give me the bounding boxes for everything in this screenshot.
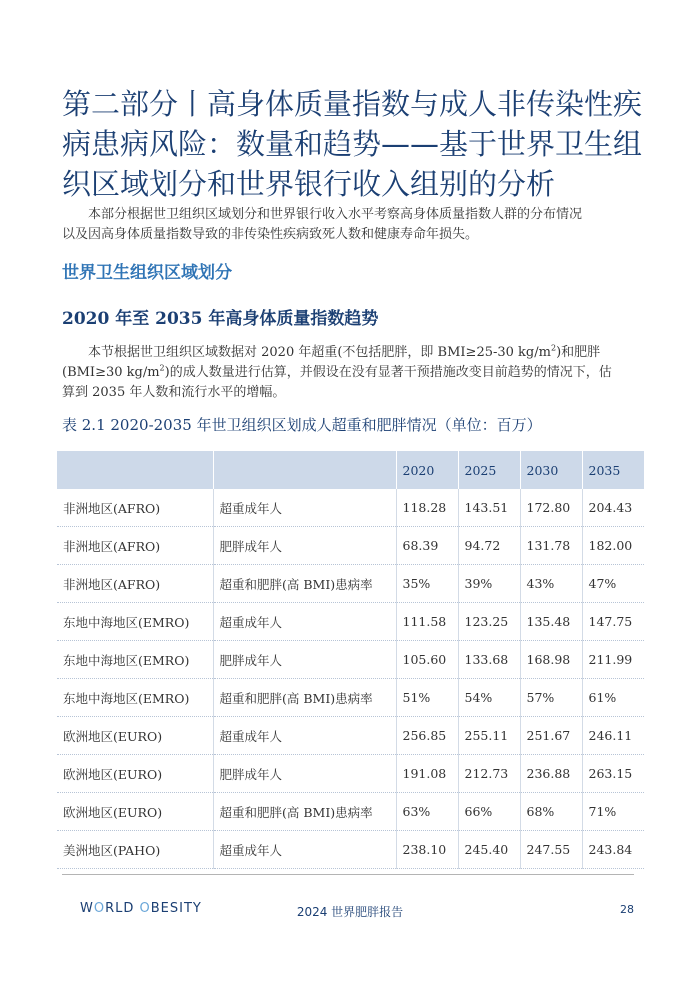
section-paragraph [62,343,642,403]
value-cell: 191.08 [396,755,458,793]
indicator-cell: 肥胖成年人 [213,641,396,679]
section-heading-who-regions: 世界卫生组织区域划分 [62,263,232,283]
indicator-cell: 肥胖成年人 [213,755,396,793]
section-line: 算到 2035 年人数和流行水平的增幅。 [62,385,286,400]
value-cell: 263.15 [582,755,644,793]
value-cell: 35% [396,565,458,603]
page-number: 28 [620,903,634,916]
table-row [57,831,644,869]
value-cell: 247.55 [520,831,582,869]
indicator-cell: 超重和肥胖(高 BMI)患病率 [213,793,396,831]
value-cell: 111.58 [396,603,458,641]
value-cell: 236.88 [520,755,582,793]
table-header-cell: 2020 [396,451,458,489]
table-row [57,603,644,641]
value-cell: 68.39 [396,527,458,565]
table-header-cell [213,451,396,489]
region-cell: 非洲地区(AFRO) [57,527,213,565]
obesity-table [57,451,644,869]
value-cell: 245.40 [458,831,520,869]
title-line: 织区域划分和世界银行收入组别的分析 [62,167,556,201]
table-row [57,641,644,679]
table-row [57,717,644,755]
value-cell: 63% [396,793,458,831]
table-row [57,489,644,527]
table-row [57,679,644,717]
section-line: (BMI≥30 $kg/m^2$)的成人数量进行估算，并假设在没有显著干预措施改变目前趋势的情况下，估 [62,363,612,380]
value-cell: 105.60 [396,641,458,679]
value-cell: 118.28 [396,489,458,527]
value-cell: 54% [458,679,520,717]
footer-divider [62,874,634,875]
value-cell: 43% [520,565,582,603]
indicator-cell: 超重成年人 [213,717,396,755]
table-header-row [57,451,644,489]
world-obesity-logo: WORLD OBESITY [80,901,202,916]
table-row [57,527,644,565]
value-cell: 238.10 [396,831,458,869]
value-cell: 71% [582,793,644,831]
indicator-cell: 超重和肥胖(高 BMI)患病率 [213,679,396,717]
value-cell: 68% [520,793,582,831]
subsection-heading-trend: 2020 年至 2035 年高身体质量指数趋势 [62,309,379,329]
value-cell: 133.68 [458,641,520,679]
value-cell: 51% [396,679,458,717]
region-cell: 东地中海地区(EMRO) [57,603,213,641]
value-cell: 147.75 [582,603,644,641]
title-line: 病患病风险：数量和趋势——基于世界卫生组 [62,127,643,161]
section-line: 本节根据世卫组织区域数据对 2020 年超重(不包括肥胖，即 BMI≥25-30 $kg/m^2$)和肥胖 [88,343,601,360]
region-cell: 非洲地区(AFRO) [57,489,213,527]
title-line: 第二部分丨高身体质量指数与成人非传染性疾 [62,87,643,121]
region-cell: 非洲地区(AFRO) [57,565,213,603]
table-header-cell: 2030 [520,451,582,489]
table-row [57,755,644,793]
indicator-cell: 超重成年人 [213,489,396,527]
value-cell: 172.80 [520,489,582,527]
indicator-cell: 超重和肥胖(高 BMI)患病率 [213,565,396,603]
region-cell: 东地中海地区(EMRO) [57,641,213,679]
value-cell: 256.85 [396,717,458,755]
region-cell: 欧洲地区(EURO) [57,793,213,831]
region-cell: 欧洲地区(EURO) [57,755,213,793]
region-cell: 美洲地区(PAHO) [57,831,213,869]
value-cell: 94.72 [458,527,520,565]
table-row [57,793,644,831]
value-cell: 168.98 [520,641,582,679]
value-cell: 182.00 [582,527,644,565]
value-cell: 255.11 [458,717,520,755]
value-cell: 143.51 [458,489,520,527]
intro-line: 以及因高身体质量指数导致的非传染性疾病致死人数和健康寿命年损失。 [62,227,479,242]
indicator-cell: 超重成年人 [213,603,396,641]
table-caption: 表 2.1 2020-2035 年世卫组织区划成人超重和肥胖情况（单位：百万） [62,416,542,434]
value-cell: 212.73 [458,755,520,793]
page-title [62,84,642,204]
table-header-cell: 2025 [458,451,520,489]
table-row [57,565,644,603]
table-body [57,489,644,869]
value-cell: 251.67 [520,717,582,755]
value-cell: 57% [520,679,582,717]
value-cell: 204.43 [582,489,644,527]
intro-paragraph [62,205,642,245]
value-cell: 243.84 [582,831,644,869]
value-cell: 246.11 [582,717,644,755]
value-cell: 47% [582,565,644,603]
table-header-cell [57,451,213,489]
indicator-cell: 超重成年人 [213,831,396,869]
footer-report-title: 2024 世界肥胖报告 [296,905,404,919]
value-cell: 131.78 [520,527,582,565]
table-header-cell: 2035 [582,451,644,489]
region-cell: 东地中海地区(EMRO) [57,679,213,717]
value-cell: 123.25 [458,603,520,641]
indicator-cell: 肥胖成年人 [213,527,396,565]
value-cell: 211.99 [582,641,644,679]
value-cell: 39% [458,565,520,603]
value-cell: 66% [458,793,520,831]
intro-line: 本部分根据世卫组织区域划分和世界银行收入水平考察高身体质量指数人群的分布情况 [88,207,583,222]
value-cell: 61% [582,679,644,717]
region-cell: 欧洲地区(EURO) [57,717,213,755]
value-cell: 135.48 [520,603,582,641]
